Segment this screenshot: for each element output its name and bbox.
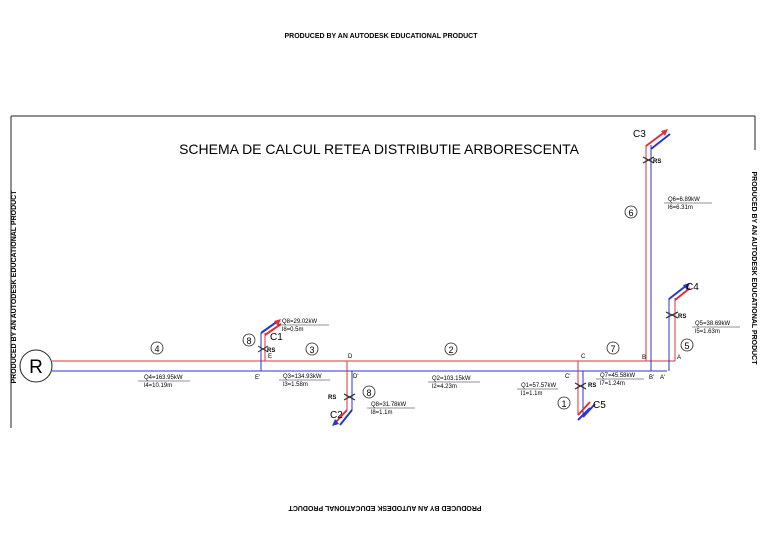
point-b-prime: B' [649,375,655,381]
segment-3-length: l3=1.58m [283,382,308,388]
point-d: D [348,354,353,360]
point-c-prime: C' [565,374,571,380]
source-label: R [29,357,43,378]
watermark-bottom: PRODUCED BY AN AUTODESK EDUCATIONAL PRODUCT [288,504,482,511]
segment-5-flow: Q5=38.69kW [695,321,731,327]
segment-8-number-c2 [363,386,375,398]
svg-text:2: 2 [448,345,454,355]
svg-text:7: 7 [610,344,616,354]
svg-text:8: 8 [366,388,372,398]
point-b: B [642,355,647,361]
segment-8-c2-flow: Q8=31.78kW [371,402,407,408]
point-e-prime: E' [255,375,261,381]
valve-c2-label: RS [328,395,337,401]
segment-6-flow: Q6=6.89kW [668,197,700,203]
consumer-c3-label: C3 [633,129,646,140]
valve-c1-label: RS [267,348,276,354]
consumer-c2-label: C2 [330,410,343,421]
watermark-right: PRODUCED BY AN AUTODESK EDUCATIONAL PRODUCT [750,171,757,365]
segment-2-flow: Q2=103.15kW [432,376,471,382]
segment-8-c1-flow: Q8=29.02kW [282,319,318,325]
point-e: E [268,354,273,360]
segment-8-c2-length: l8=1.1m [371,410,393,416]
svg-text:5: 5 [684,341,690,351]
segment-5-length: l5=1.63m [695,329,720,335]
svg-text:8: 8 [246,336,252,346]
point-a: A [677,355,682,361]
segment-1-data [517,383,558,397]
watermark-top: PRODUCED BY AN AUTODESK EDUCATIONAL PRODUCT [284,33,478,40]
segment-8-number-c1 [243,334,255,346]
watermark-left: PRODUCED BY AN AUTODESK EDUCATIONAL PRODUCT [11,190,18,384]
segment-8-c2-data [367,402,415,416]
segment-5-data [692,321,740,335]
segment-3-number [306,343,318,355]
segment-1-number [558,397,570,409]
segment-3-data [279,374,330,388]
segment-1-length: l1=1.1m [521,391,543,397]
segment-8-c1-data [278,319,329,333]
segment-7-length: l7=1.24m [600,381,625,387]
segment-6-length: l6=6.31m [668,205,693,211]
valve-c5-label: RS [588,383,597,389]
segment-2-number [445,343,457,355]
point-c: C [581,354,586,360]
segment-4-length: l4=10.19m [144,383,173,389]
svg-text:4: 4 [154,344,160,354]
segment-7-number [607,342,619,354]
point-d-prime: D' [353,374,359,380]
point-a-prime: A' [660,375,666,381]
segment-3-flow: Q3=134.93kW [283,374,322,380]
segment-4-flow: Q4=163.95kW [144,375,183,381]
segment-6-number [625,206,637,218]
segment-5-number [681,339,693,351]
segment-7-data [596,373,644,387]
svg-text:1: 1 [561,399,567,409]
consumer-c3-symbol [646,129,670,149]
diagram-title: SCHEMA DE CALCUL RETEA DISTRIBUTIE ARBORESCENTA [179,141,579,157]
segment-4-number [151,342,163,354]
segment-6-data [664,197,712,211]
consumer-c4-label: C4 [686,282,699,293]
segment-2-length: l2=4.23m [432,384,457,390]
segment-2-data [428,376,480,390]
segment-4-data [138,375,190,389]
valve-c3-label: RS [653,159,662,165]
svg-text:3: 3 [309,345,315,355]
segment-7-flow: Q7=45.58kW [600,373,636,379]
segment-1-flow: Q1=57.57kW [521,383,557,389]
svg-text:6: 6 [628,208,634,218]
consumer-c5-label: C5 [593,400,606,411]
segment-8-c1-length: l8=0.5m [282,327,304,333]
consumer-c1-label: C1 [270,332,283,343]
valve-c2 [328,394,355,401]
valve-c4-label: RS [678,314,687,320]
